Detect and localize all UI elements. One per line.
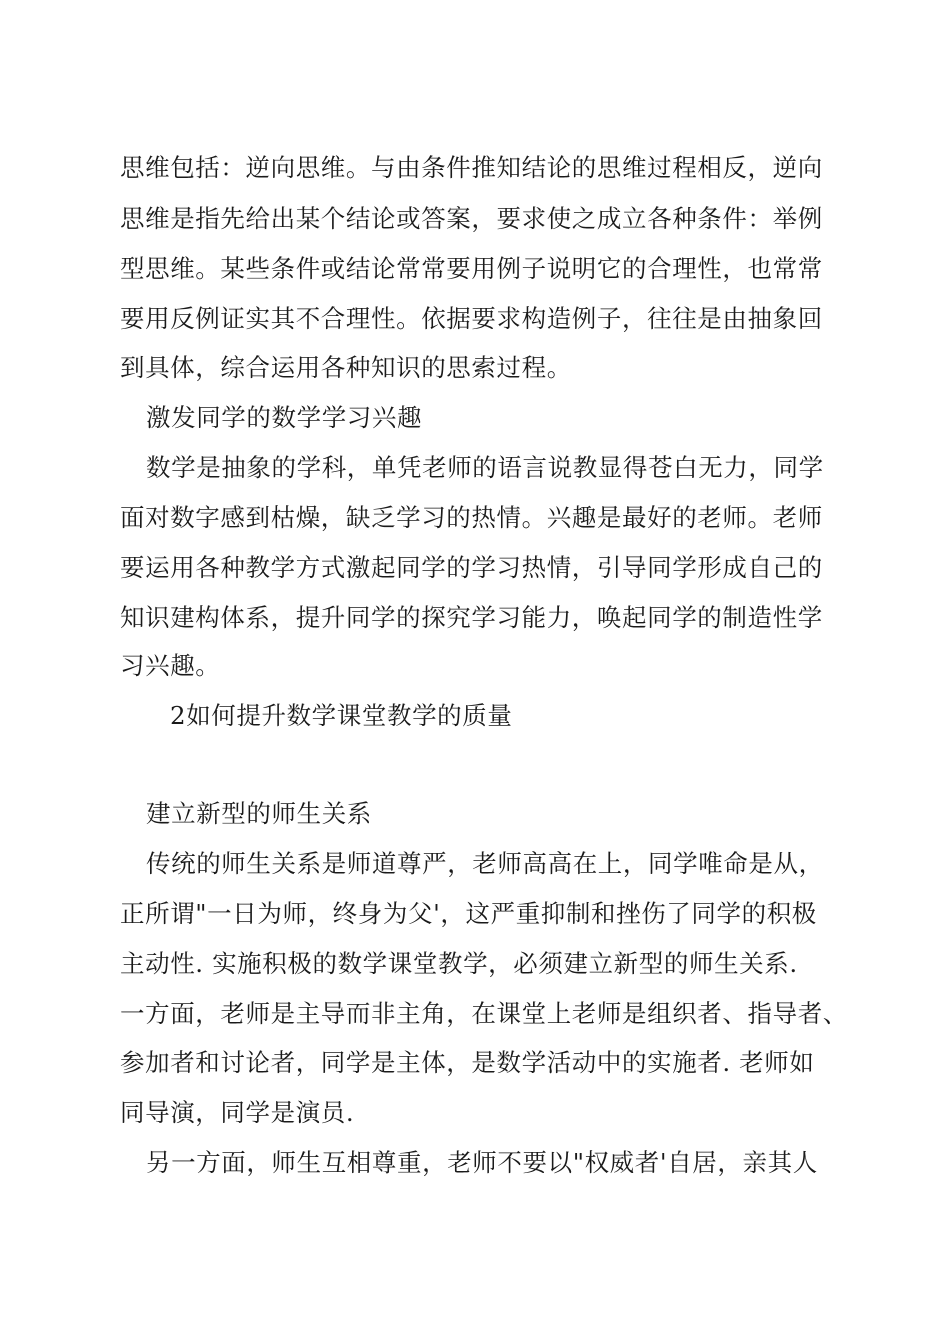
paragraph-line: 主动性. 实施积极的数学课堂教学，必须建立新型的师生关系. (120, 949, 798, 978)
paragraph-line: 要运用各种教学方式激起同学的学习热情，引导同学形成自己的 (120, 553, 823, 582)
paragraph-line: 知识建构体系，提升同学的探究学习能力，唤起同学的制造性学 (120, 603, 823, 632)
paragraph-line: 思维是指先给出某个结论或答案，要求使之成立各种条件：举例 (120, 204, 823, 233)
paragraph-line: 传统的师生关系是师道尊严，老师高高在上，同学唯命是从， (146, 849, 824, 878)
section-title: 2如何提升数学课堂教学的质量 (170, 701, 513, 730)
paragraph-line: 思维包括：逆向思维。与由条件推知结论的思维过程相反，逆向 (120, 153, 823, 182)
paragraph-line: 参加者和讨论者，同学是主体，是数学活动中的实施者. 老师如 (120, 1048, 815, 1077)
section-heading: 建立新型的师生关系 (146, 799, 372, 828)
paragraph-line: 数学是抽象的学科，单凭老师的语言说教显得苍白无力，同学 (146, 453, 824, 482)
paragraph-line: 正所谓"一日为师，终身为父'，这严重抑制和挫伤了同学的积极 (120, 899, 817, 928)
paragraph-line: 习兴趣。 (120, 651, 221, 680)
paragraph-line: 要用反例证实其不合理性。依据要求构造例子，往往是由抽象回 (120, 304, 823, 333)
paragraph-line: 同导演，同学是演员. (120, 1098, 355, 1127)
paragraph-line: 一方面，老师是主导而非主角，在课堂上老师是组织者、指导者、 (120, 999, 848, 1028)
paragraph-line: 面对数字感到枯燥，缺乏学习的热情。兴趣是最好的老师。老师 (120, 503, 823, 532)
paragraph-line: 另一方面，师生互相尊重，老师不要以"权威者'自居，亲其人 (146, 1148, 818, 1177)
paragraph-line: 型思维。某些条件或结论常常要用例子说明它的合理性，也常常 (120, 254, 823, 283)
section-heading: 激发同学的数学学习兴趣 (146, 403, 423, 432)
paragraph-line: 到具体，综合运用各种知识的思索过程。 (120, 353, 572, 382)
